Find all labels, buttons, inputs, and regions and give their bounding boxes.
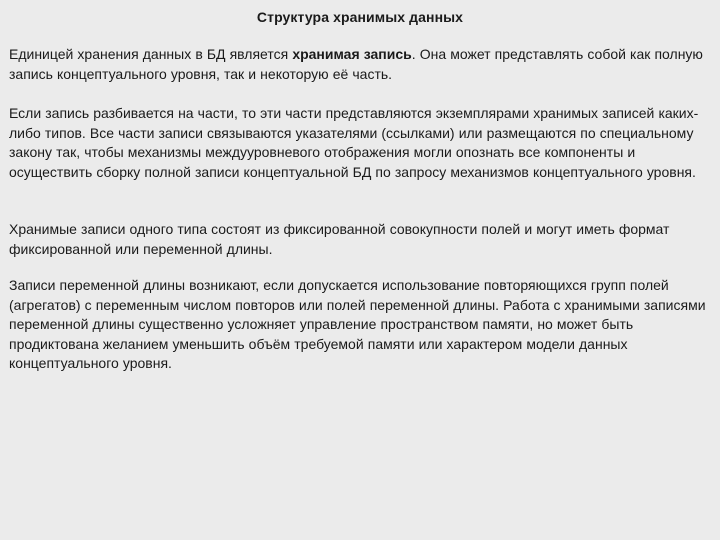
paragraph-storage-unit-text-end: . Она может представлять собой как полную запись концептуального уровня, так и некоторую её часть.: [9, 46, 703, 82]
paragraph-variable-length: Записи переменной длины возникают, если допускается использование повторяющихся групп полей (агрегатов) с переменным числом повторов или полей переменной длины. Работа с хранимыми записями переменной длины существенно усложняет управление пространством памяти, но может быть продиктована желанием уменьшить объём требуемой памяти или характером модели данных концептуального уровня.: [9, 277, 706, 371]
slide-title: Структура хранимых данных: [256, 9, 464, 25]
paragraph-record-parts: Если запись разбивается на части, то эти части представляются экземплярами хранимых записей каких-либо типов. Все части записи связываются указателями (ссылками) или размещаются по специальному закону так, чтобы механизмы междууровневого отображения могли опознать все компоненты и осуществить сборку полной записи концептуальной БД по запросу механизмов концептуального уровня.: [9, 105, 699, 180]
term-stored-record: хранимая запись: [292, 46, 412, 62]
paragraph-storage-unit: [9, 45, 714, 84]
paragraph-record-format: Хранимые записи одного типа состоят из фиксированной совокупности полей и могут иметь формат фиксированной или переменной длины.: [9, 221, 670, 257]
paragraph-storage-unit-text: Единицей хранения данных в БД является: [9, 46, 293, 62]
